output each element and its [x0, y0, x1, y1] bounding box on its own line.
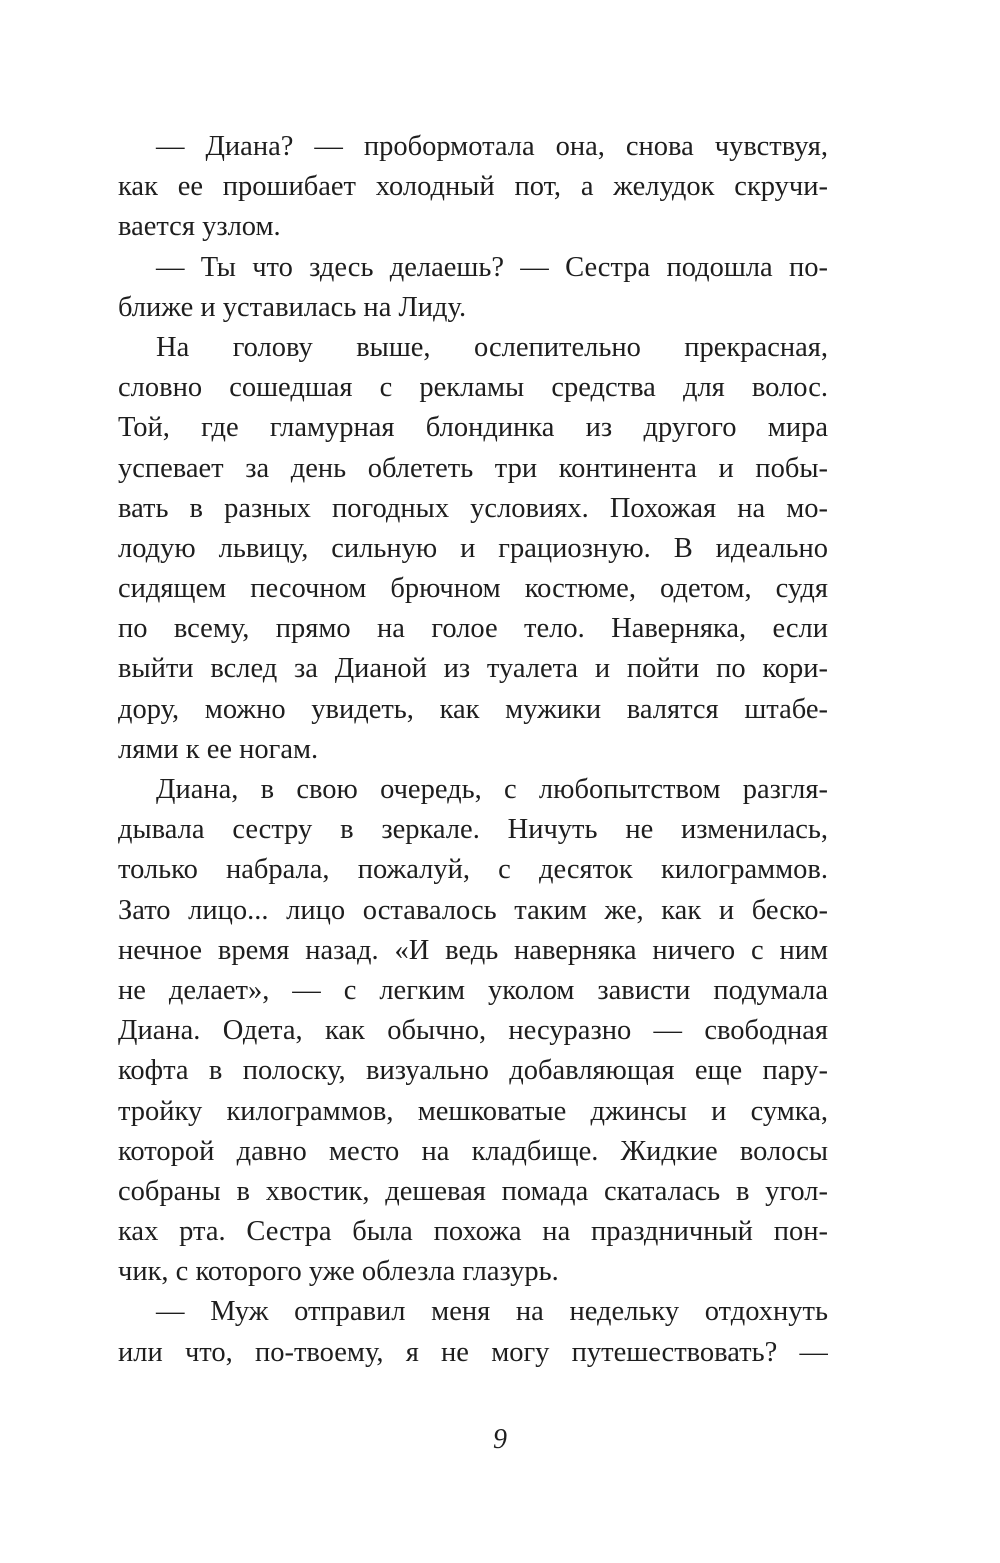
- text-line: — Муж отправил меня на недельку отдохнуть: [156, 1296, 828, 1328]
- text-line: по всему, прямо на голое тело. Наверняка, если: [118, 613, 828, 645]
- text-line: выйти вслед за Дианой из туалета и пойти по кори-: [118, 653, 828, 685]
- text-line: которой давно место на кладбище. Жидкие волосы: [118, 1135, 828, 1167]
- text-line: лодую львицу, сильную и грациозную. В идеально: [118, 532, 828, 564]
- text-line: только набрала, пожалуй, с десяток килограммов.: [118, 854, 828, 886]
- text-line: успевает за день облететь три континента и побы-: [118, 452, 828, 484]
- text-line: лями к ее ногам.: [118, 733, 319, 765]
- text-line: словно сошедшая с рекламы средства для волос.: [118, 372, 828, 404]
- body-text: [118, 127, 828, 1373]
- text-line: — Ты что здесь делаешь? — Сестра подошла по-: [156, 251, 828, 283]
- text-line: или что, по-твоему, я не могу путешествовать? —: [118, 1336, 828, 1368]
- page-number: 9: [493, 1424, 507, 1455]
- text-line: ках рта. Сестра была похожа на праздничный пон-: [118, 1216, 828, 1248]
- text-line: Зато лицо... лицо оставалось таким же, как и беско-: [118, 894, 828, 926]
- text-line: Диана, в свою очередь, с любопытством разгля-: [156, 774, 828, 805]
- text-line: не делает», — с легким уколом зависти подумала: [118, 974, 828, 1006]
- text-line: На голову выше, ослепительно прекрасная,: [156, 331, 828, 363]
- text-line: дору, можно увидеть, как мужики валятся штабе-: [118, 693, 828, 725]
- text-line: — Диана? — пробормотала она, снова чувствуя,: [156, 131, 828, 162]
- text-line: собраны в хвостик, дешевая помада скаталась в угол-: [118, 1175, 828, 1207]
- text-line: сидящем песочном брючном костюме, одетом, судя: [118, 573, 828, 605]
- text-line: Диана. Одета, как обычно, несуразно — свободная: [118, 1015, 828, 1047]
- text-line: дывала сестру в зеркале. Ничуть не изменилась,: [118, 814, 828, 846]
- text-line: тройку килограммов, мешковатые джинсы и сумка,: [118, 1095, 828, 1127]
- text-line: вается узлом.: [118, 211, 281, 243]
- text-line: Той, где гламурная блондинка из другого мира: [118, 412, 828, 444]
- text-line: кофта в полоску, визуально добавляющая еще пару-: [118, 1055, 828, 1087]
- text-line: ближе и уставилась на Лиду.: [118, 291, 467, 323]
- text-line: как ее прошибает холодный пот, а желудок скручи-: [118, 171, 828, 203]
- text-line: нечное время назад. «И ведь наверняка ничего с ним: [118, 934, 828, 966]
- text-line: чик, с которого уже облезла глазурь.: [118, 1256, 559, 1288]
- text-line: вать в разных погодных условиях. Похожая на мо-: [118, 492, 828, 524]
